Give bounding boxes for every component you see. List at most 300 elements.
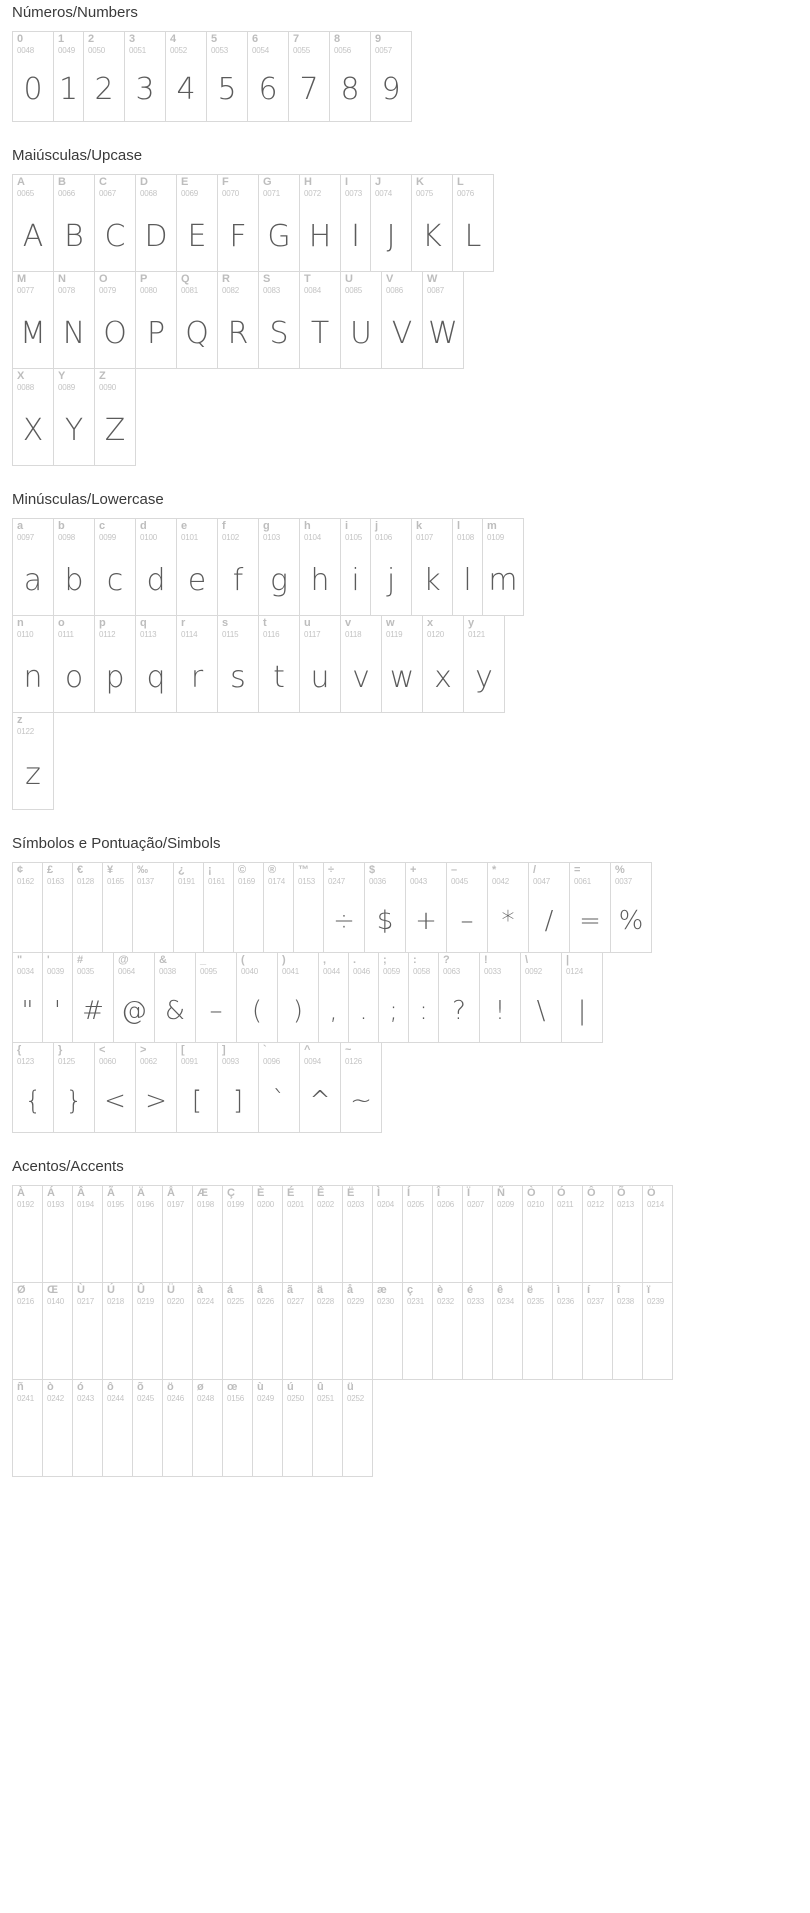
glyph-code-label: 0244 [107,1394,124,1403]
glyph-row [12,1042,382,1133]
glyph-cell[interactable] [483,519,524,616]
glyph-preview: e [187,562,207,598]
glyph-code-label: 0089 [58,383,75,392]
glyph-cell[interactable] [283,1283,313,1380]
glyph-cell[interactable] [43,1283,73,1380]
glyph-cell[interactable] [133,1186,163,1283]
glyph-cell[interactable] [382,616,423,713]
glyph-cell[interactable] [371,175,412,272]
glyph-code-label: 0057 [375,46,392,55]
glyph-cell[interactable] [103,1186,133,1283]
glyph-cell[interactable] [259,519,300,616]
glyph-code-label: 0093 [222,1057,239,1066]
glyph-preview: ÷ [333,905,355,936]
glyph-cell[interactable] [174,863,204,953]
glyph-cell[interactable] [463,1283,493,1380]
glyph-cell[interactable] [136,272,177,369]
glyph-cell[interactable] [103,1283,133,1380]
glyph-cell[interactable] [447,863,488,953]
section-upcase [0,147,810,466]
glyph-preview [403,1212,432,1282]
glyph-cell[interactable] [193,1283,223,1380]
glyph-char-label: G [263,176,272,188]
glyph-grid-upcase [0,174,810,466]
glyph-char-label: $ [369,864,376,876]
glyph-cell[interactable] [13,1043,54,1133]
glyph-cell[interactable] [196,953,237,1043]
glyph-cell[interactable] [319,953,349,1043]
glyph-cell[interactable] [73,1283,103,1380]
glyph-code-label: 0083 [263,286,280,295]
glyph-preview [234,889,263,952]
glyph-cell[interactable] [253,1380,283,1477]
glyph-cell[interactable] [248,32,289,122]
glyph-preview: 1 [58,72,79,107]
glyph-char-label: I [345,176,349,188]
glyph-char-label: , [323,954,327,966]
glyph-preview [343,1309,372,1379]
glyph-cell[interactable] [95,369,136,466]
glyph-code-label: 0241 [17,1394,34,1403]
glyph-cell[interactable] [13,713,54,810]
glyph-char-label: ' [47,954,50,966]
glyph-char-label: œ [227,1381,238,1393]
glyph-char-label: R [222,273,230,285]
glyph-code-label: 0243 [77,1394,94,1403]
glyph-cell[interactable] [13,369,54,466]
glyph-preview [73,1212,102,1282]
glyph-cell[interactable] [177,272,218,369]
glyph-cell[interactable] [223,1283,253,1380]
glyph-preview: " [21,995,34,1026]
glyph-char-label: * [492,864,497,876]
glyph-cell[interactable] [570,863,611,953]
glyph-cell[interactable] [349,953,379,1043]
glyph-char-label: 4 [170,33,177,45]
glyph-cell[interactable] [423,272,464,369]
glyph-code-label: 0195 [107,1200,124,1209]
glyph-cell[interactable] [193,1380,223,1477]
glyph-cell[interactable] [43,1186,73,1283]
glyph-preview: J [386,218,396,254]
glyph-cell[interactable] [114,953,155,1043]
glyph-cell[interactable] [403,1186,433,1283]
glyph-cell[interactable] [343,1283,373,1380]
glyph-cell[interactable] [529,863,570,953]
glyph-cell[interactable] [343,1186,373,1283]
glyph-cell[interactable] [365,863,406,953]
glyph-cell[interactable] [54,32,84,122]
glyph-cell[interactable] [237,953,278,1043]
glyph-char-label: : [413,954,417,966]
glyph-cell[interactable] [136,519,177,616]
glyph-cell[interactable] [409,953,439,1043]
glyph-cell[interactable] [480,953,521,1043]
glyph-char-label: È [257,1187,265,1199]
glyph-preview [613,1212,642,1282]
glyph-char-label: ô [107,1381,114,1393]
glyph-cell[interactable] [412,175,453,272]
glyph-cell[interactable] [300,175,341,272]
glyph-cell[interactable] [177,175,218,272]
glyph-char-label: E [181,176,189,188]
glyph-code-label: 0199 [227,1200,244,1209]
glyph-code-label: 0156 [227,1394,244,1403]
glyph-char-label: ? [443,954,450,966]
glyph-char-label: Õ [617,1187,626,1199]
glyph-cell[interactable] [330,32,371,122]
glyph-cell[interactable] [13,953,43,1043]
glyph-code-label: 0036 [369,877,386,886]
glyph-code-label: 0238 [617,1297,634,1306]
glyph-cell[interactable] [218,1043,259,1133]
glyph-code-label: 0230 [377,1297,394,1306]
glyph-cell[interactable] [84,32,125,122]
glyph-char-label: f [222,520,226,532]
glyph-cell[interactable] [613,1186,643,1283]
glyph-preview: 9 [381,72,401,107]
glyph-code-label: 0099 [99,533,116,542]
glyph-char-label: û [317,1381,324,1393]
glyph-cell[interactable] [177,1043,218,1133]
glyph-char-label: x [427,617,434,629]
glyph-cell[interactable] [371,519,412,616]
glyph-code-label: 0061 [574,877,591,886]
glyph-cell[interactable] [155,953,196,1043]
glyph-char-label: ù [257,1381,264,1393]
glyph-char-label: 0 [17,33,24,45]
glyph-code-label: 0091 [181,1057,198,1066]
glyph-cell[interactable] [453,175,494,272]
glyph-cell[interactable] [433,1283,463,1380]
glyph-preview: , [329,995,338,1026]
glyph-char-label: ö [167,1381,174,1393]
glyph-cell[interactable] [136,175,177,272]
glyph-cell[interactable] [136,616,177,713]
glyph-cell[interactable] [103,863,133,953]
section-title-accents: Acentos/Accents [12,1158,124,1175]
glyph-preview: X [22,412,44,448]
glyph-preview: A [22,218,44,254]
glyph-cell[interactable] [133,863,174,953]
glyph-preview: S [269,315,289,351]
glyph-cell[interactable] [412,519,453,616]
glyph-cell[interactable] [373,1283,403,1380]
glyph-code-label: 0122 [17,727,34,736]
glyph-code-label: 0128 [77,877,94,886]
glyph-cell[interactable] [463,1186,493,1283]
glyph-char-label: b [58,520,65,532]
glyph-char-label: @ [118,954,129,966]
glyph-preview: 6 [258,72,278,107]
glyph-code-label: 0161 [208,877,225,886]
glyph-char-label: ¢ [17,864,24,876]
glyph-cell[interactable] [204,863,234,953]
glyph-cell[interactable] [300,272,341,369]
glyph-cell[interactable] [283,1186,313,1283]
glyph-cell[interactable] [259,1043,300,1133]
glyph-cell[interactable] [54,369,95,466]
glyph-cell[interactable] [234,863,264,953]
glyph-cell[interactable] [643,1186,673,1283]
glyph-code-label: 0065 [17,189,34,198]
glyph-cell[interactable] [13,1283,43,1380]
glyph-cell[interactable] [493,1283,523,1380]
glyph-cell[interactable] [379,953,409,1043]
glyph-cell[interactable] [177,519,218,616]
glyph-cell[interactable] [289,32,330,122]
glyph-char-label: t [263,617,267,629]
glyph-char-label: Ñ [497,1187,505,1199]
glyph-preview: V [391,315,413,351]
glyph-cell[interactable] [43,863,73,953]
glyph-cell[interactable] [13,519,54,616]
glyph-preview: x [434,659,452,695]
glyph-cell[interactable] [13,32,54,122]
glyph-cell[interactable] [218,519,259,616]
glyph-cell[interactable] [54,1043,95,1133]
glyph-cell[interactable] [54,175,95,272]
glyph-cell[interactable] [583,1283,613,1380]
glyph-cell[interactable] [166,32,207,122]
glyph-preview: T [310,315,330,351]
glyph-preview [294,889,323,952]
glyph-cell[interactable] [253,1186,283,1283]
glyph-code-label: 0123 [17,1057,34,1066]
glyph-cell[interactable] [73,863,103,953]
glyph-cell[interactable] [136,1043,177,1133]
glyph-char-label: ) [282,954,286,966]
glyph-code-label: 0074 [375,189,392,198]
glyph-char-label: Z [99,370,106,382]
glyph-cell[interactable] [406,863,447,953]
glyph-char-label: a [17,520,24,532]
glyph-code-label: 0219 [137,1297,154,1306]
glyph-preview: / [544,905,554,936]
glyph-char-label: ( [241,954,245,966]
glyph-cell[interactable] [583,1186,613,1283]
glyph-cell[interactable] [133,1380,163,1477]
glyph-char-label: Ü [167,1284,175,1296]
glyph-cell[interactable] [13,1380,43,1477]
glyph-char-label: B [58,176,66,188]
glyph-code-label: 0119 [386,630,403,639]
glyph-cell[interactable] [341,1043,382,1133]
glyph-cell[interactable] [453,519,483,616]
glyph-char-label: 8 [334,33,341,45]
glyph-char-label: H [304,176,312,188]
glyph-cell[interactable] [300,1043,341,1133]
glyph-cell[interactable] [553,1186,583,1283]
glyph-cell[interactable] [54,272,95,369]
glyph-code-label: 0200 [257,1200,274,1209]
glyph-cell[interactable] [259,272,300,369]
glyph-cell[interactable] [207,32,248,122]
glyph-cell[interactable] [373,1186,403,1283]
glyph-cell[interactable] [253,1283,283,1380]
glyph-cell[interactable] [553,1283,583,1380]
glyph-preview: O [103,315,127,351]
glyph-code-label: 0113 [140,630,157,639]
glyph-preview: Z [104,412,126,448]
glyph-cell[interactable] [95,616,136,713]
glyph-cell[interactable] [13,175,54,272]
glyph-preview: a [23,562,43,598]
glyph-char-label: ç [407,1284,414,1296]
glyph-code-label: 0043 [410,877,427,886]
glyph-code-label: 0079 [99,286,116,295]
glyph-row [12,31,412,122]
glyph-code-label: 0193 [47,1200,64,1209]
glyph-cell[interactable] [218,175,259,272]
glyph-cell[interactable] [313,1186,343,1283]
glyph-cell[interactable] [133,1283,163,1380]
section-title-lowercase: Minúsculas/Lowercase [12,491,164,508]
glyph-cell[interactable] [163,1283,193,1380]
glyph-cell[interactable] [488,863,529,953]
glyph-cell[interactable] [278,953,319,1043]
glyph-char-label: è [437,1284,444,1296]
glyph-cell[interactable] [193,1186,223,1283]
glyph-code-label: 0092 [525,967,542,976]
glyph-cell[interactable] [103,1380,133,1477]
glyph-cell[interactable] [341,175,371,272]
glyph-cell[interactable] [521,953,562,1043]
glyph-preview: M [20,315,46,351]
glyph-code-label: 0109 [487,533,504,542]
glyph-cell[interactable] [95,519,136,616]
glyph-cell[interactable] [523,1186,553,1283]
glyph-cell[interactable] [493,1186,523,1283]
glyph-cell[interactable] [95,1043,136,1133]
glyph-preview [264,889,293,952]
glyph-char-label: ¿ [178,864,185,876]
glyph-code-label: 0234 [497,1297,514,1306]
glyph-cell[interactable] [423,616,464,713]
section-numbers [0,0,810,122]
glyph-cell[interactable] [95,272,136,369]
glyph-preview: ? [452,995,466,1026]
glyph-cell[interactable] [283,1380,313,1477]
glyph-cell[interactable] [313,1283,343,1380]
glyph-preview [73,889,102,952]
glyph-char-label: . [353,954,357,966]
glyph-preview: ' [53,995,62,1026]
glyph-code-label: 0233 [467,1297,484,1306]
glyph-cell[interactable] [95,175,136,272]
glyph-cell[interactable] [43,1380,73,1477]
glyph-cell[interactable] [464,616,505,713]
glyph-cell[interactable] [643,1283,673,1380]
glyph-cell[interactable] [343,1380,373,1477]
glyph-char-label: ó [77,1381,84,1393]
glyph-code-label: 0052 [170,46,187,55]
glyph-cell[interactable] [13,616,54,713]
glyph-cell[interactable] [163,1186,193,1283]
glyph-grid-numbers [0,31,810,122]
glyph-cell[interactable] [223,1380,253,1477]
glyph-cell[interactable] [371,32,412,122]
glyph-grid-lowercase [0,518,810,810]
glyph-char-label: U [345,273,353,285]
glyph-cell[interactable] [13,863,43,953]
glyph-cell[interactable] [403,1283,433,1380]
glyph-cell[interactable] [313,1380,343,1477]
glyph-code-label: 0094 [304,1057,321,1066]
glyph-cell[interactable] [300,519,341,616]
section-accents [0,1158,810,1477]
glyph-cell[interactable] [218,272,259,369]
glyph-cell[interactable] [433,1186,463,1283]
glyph-cell[interactable] [259,616,300,713]
glyph-preview: z [25,756,41,792]
glyph-cell[interactable] [259,175,300,272]
glyph-cell[interactable] [54,519,95,616]
glyph-char-label: [ [181,1044,185,1056]
glyph-cell[interactable] [73,953,114,1043]
glyph-cell[interactable] [54,616,95,713]
glyph-preview [163,1309,192,1379]
glyph-cell[interactable] [300,616,341,713]
glyph-cell[interactable] [223,1186,253,1283]
glyph-code-label: 0137 [137,877,154,886]
glyph-cell[interactable] [562,953,603,1043]
glyph-cell[interactable] [523,1283,553,1380]
glyph-char-label: Û [137,1284,145,1296]
glyph-code-label: 0216 [17,1297,34,1306]
glyph-preview: > [145,1085,167,1116]
glyph-cell[interactable] [43,953,73,1043]
glyph-preview [313,1309,342,1379]
glyph-cell[interactable] [341,519,371,616]
glyph-cell[interactable] [13,1186,43,1283]
glyph-cell[interactable] [73,1380,103,1477]
glyph-cell[interactable] [73,1186,103,1283]
glyph-cell[interactable] [341,616,382,713]
glyph-cell[interactable] [611,863,652,953]
glyph-code-label: 0108 [457,533,474,542]
glyph-code-label: 0056 [334,46,351,55]
glyph-preview: ~ [350,1085,372,1116]
glyph-code-label: 0114 [181,630,198,639]
glyph-code-label: 0112 [99,630,116,639]
glyph-cell[interactable] [177,616,218,713]
glyph-char-label: w [386,617,395,629]
glyph-code-label: 0116 [263,630,280,639]
glyph-cell[interactable] [613,1283,643,1380]
glyph-cell[interactable] [264,863,294,953]
glyph-preview [373,1212,402,1282]
glyph-cell[interactable] [294,863,324,953]
glyph-char-label: Ì [377,1187,381,1199]
glyph-preview: k [423,562,441,598]
glyph-code-label: 0051 [129,46,146,55]
glyph-preview: | [577,995,587,1026]
glyph-code-label: 0196 [137,1200,154,1209]
glyph-cell[interactable] [125,32,166,122]
glyph-cell[interactable] [341,272,382,369]
glyph-cell[interactable] [324,863,365,953]
glyph-cell[interactable] [218,616,259,713]
glyph-cell[interactable] [13,272,54,369]
glyph-cell[interactable] [163,1380,193,1477]
glyph-cell[interactable] [382,272,423,369]
glyph-char-label: ¡ [208,864,212,876]
glyph-char-label: Ã [107,1187,115,1199]
glyph-cell[interactable] [439,953,480,1043]
glyph-char-label: ñ [17,1381,24,1393]
glyph-code-label: 0201 [287,1200,304,1209]
